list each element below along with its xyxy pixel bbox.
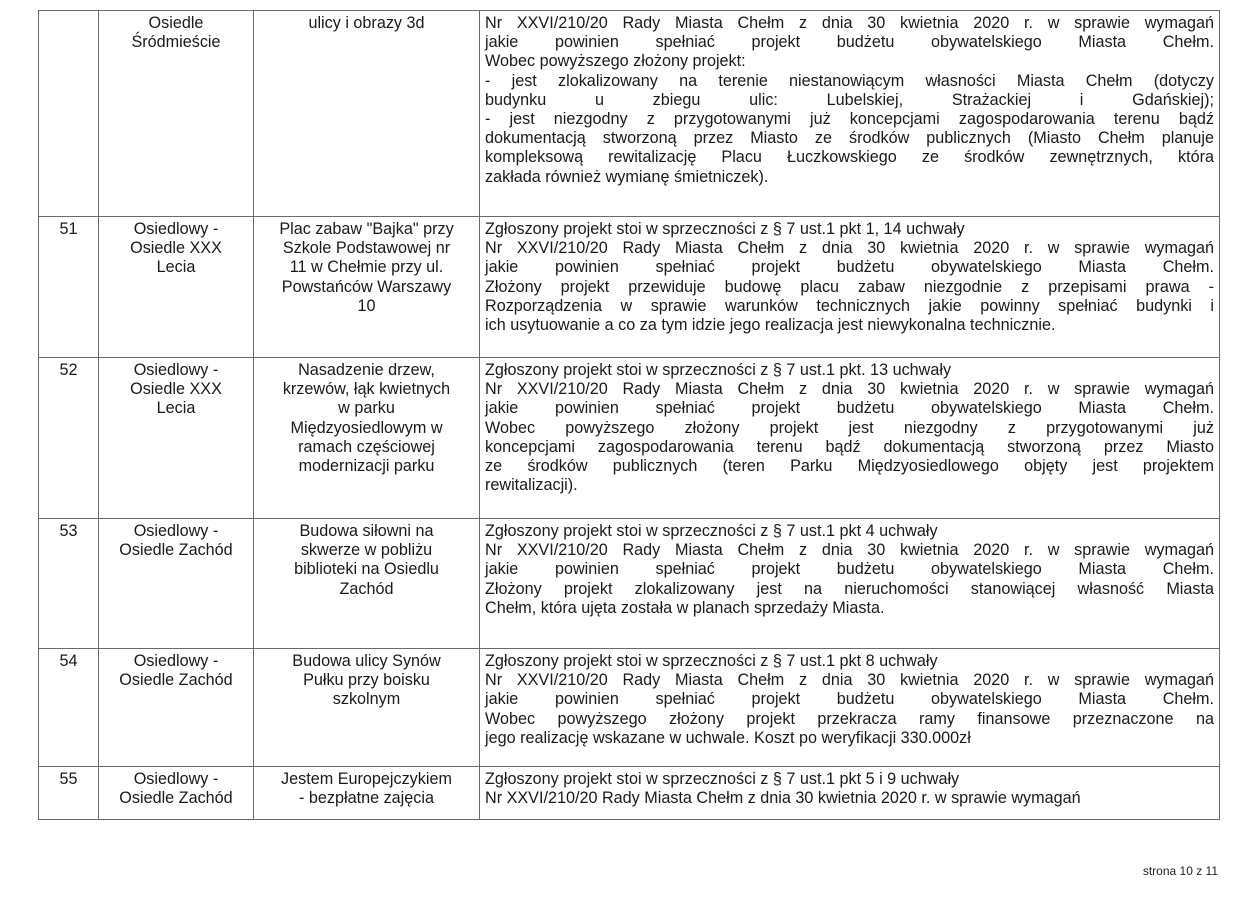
projects-table-body [39,11,1220,820]
cell-category-line: Osiedle Zachód [119,789,233,808]
cell-project-title-line: Jestem Europejczykiem [281,770,452,788]
cell-project-title-line: Zachód [339,579,394,598]
cell-project-title [254,649,480,767]
table-row [39,11,1220,217]
reason-line: jakie powinien spełniać projekt budżetu obywatelskiego Miasta Chełm. [485,258,1214,277]
cell-category [99,649,254,767]
cell-project-title-line: biblioteki na Osiedlu [294,560,439,579]
cell-rejection-reason [480,519,1220,649]
cell-project-title [254,767,480,820]
reason-line: Nr XXVI/210/20 Rady Miasta Chełm z dnia 30 kwietnia 2020 r. w sprawie wymagań [485,239,1214,258]
cell-category [99,358,254,519]
cell-category-line: Lecia [156,399,196,418]
reason-line: Chełm, która ujęta została w planach sprzedaży Miasta. [485,598,885,617]
reason-line: rewitalizacji). [485,476,578,495]
cell-project-title-line: Budowa ulicy Synów [292,652,441,670]
cell-project-title-line: Pułku przy boisku [303,671,430,690]
cell-category-line: Osiedlowy - [133,361,219,379]
reason-line: Zgłoszony projekt stoi w sprzeczności z § 7 ust.1 pkt 8 uchwały [485,652,938,670]
cell-project-title-line: - bezpłatne zajęcia [299,789,434,808]
reason-line: Rozporządzenia w sprawie warunków technicznych jakie powinny spełniać budynki i [485,296,1214,315]
cell-number [39,11,99,217]
page-number: strona 10 z 11 [1142,864,1218,878]
cell-project-title-line: 10 [357,296,376,315]
cell-project-title-line: ulicy i obrazy 3d [308,14,425,32]
cell-number: 55 [39,767,99,820]
reason-line: kompleksową rewitalizację Placu Łuczkowskiego ze środków zewnętrznych, która [485,148,1214,167]
reason-line: Złożony projekt zlokalizowany jest na nieruchomości stanowiącej własność Miasta [485,579,1214,598]
cell-category-line: Śródmieście [131,33,221,52]
reason-line: Zgłoszony projekt stoi w sprzeczności z § 7 ust.1 pkt 5 i 9 uchwały [485,770,960,788]
cell-project-title-line: ramach częściowej [298,437,435,456]
table-row [39,649,1220,767]
reason-line: Nr XXVI/210/20 Rady Miasta Chełm z dnia 30 kwietnia 2020 r. w sprawie wymagań [485,541,1214,560]
cell-project-title [254,358,480,519]
reason-line: - jest niezgodny z przygotowanymi już koncepcjami zagospodarowania terenu bądź [485,110,1214,129]
cell-category [99,767,254,820]
reason-line: jakie powinien spełniać projekt budżetu obywatelskiego Miasta Chełm. [485,560,1214,579]
cell-project-title-line: Powstańców Warszawy [281,277,452,296]
reason-line: Nr XXVI/210/20 Rady Miasta Chełm z dnia 30 kwietnia 2020 r. w sprawie wymagań [485,14,1214,32]
cell-category [99,217,254,358]
cell-rejection-reason [480,649,1220,767]
reason-line: ze środków publicznych (teren Parku Międzyosiedlowego objęty jest projektem [485,457,1214,476]
cell-project-title-line: modernizacji parku [298,457,435,476]
cell-rejection-reason [480,767,1220,820]
reason-line: Nr XXVI/210/20 Rady Miasta Chełm z dnia 30 kwietnia 2020 r. w sprawie wymagań [485,380,1214,399]
reason-line: Zgłoszony projekt stoi w sprzeczności z § 7 ust.1 pkt 4 uchwały [485,522,938,540]
table-row [39,358,1220,519]
cell-project-title-line: skwerze w pobliżu [300,541,433,560]
cell-project-title-line: w parku [338,399,395,418]
reason-line: Zgłoszony projekt stoi w sprzeczności z § 7 ust.1 pkt 1, 14 uchwały [485,220,965,238]
cell-number: 52 [39,358,99,519]
reason-line: Nr XXVI/210/20 Rady Miasta Chełm z dnia 30 kwietnia 2020 r. w sprawie wymagań [485,789,1081,808]
reason-line: Zgłoszony projekt stoi w sprzeczności z § 7 ust.1 pkt. 13 uchwały [485,361,952,379]
reason-line: koncepcjami zagospodarowania terenu bądź dokumentacją stworzoną przez Miasto [485,437,1214,456]
cell-category [99,519,254,649]
cell-number: 53 [39,519,99,649]
cell-category-line: Osiedlowy - [133,522,219,540]
cell-category-line: Osiedlowy - [133,770,219,788]
cell-project-title [254,217,480,358]
cell-rejection-reason [480,217,1220,358]
table-row [39,767,1220,820]
reason-line: Wobec powyższego złożony projekt jest niezgodny z przygotowanymi już [485,418,1214,437]
reason-line: zakłada również wymianę śmietniczek). [485,167,769,186]
cell-project-title-line: Plac zabaw "Bajka" przy [279,220,454,238]
table-row [39,519,1220,649]
cell-project-title-line: Nasadzenie drzew, [298,361,435,379]
cell-project-title-line: szkolnym [332,690,401,709]
reason-line: jakie powinien spełniać projekt budżetu obywatelskiego Miasta Chełm. [485,690,1214,709]
cell-project-title-line: krzewów, łąk kwietnych [282,380,451,399]
reason-line: Złożony projekt przewiduje budowę placu zabaw niezgodnie z przepisami prawa - [485,277,1214,296]
cell-category-line: Osiedlowy - [133,652,219,670]
cell-category [99,11,254,217]
reason-line: dokumentacją stworzoną przez Miasto ze środków publicznych (Miasto Chełm planuje [485,129,1214,148]
cell-project-title-line: Budowa siłowni na [299,522,434,540]
projects-table [38,10,1220,820]
reason-line: - jest zlokalizowany na terenie niestanowiącym własności Miasta Chełm (dotyczy [485,71,1214,90]
cell-category-line: Osiedlowy - [133,220,219,238]
cell-project-title-line: Szkole Podstawowej nr [282,239,451,258]
reason-line: Wobec powyższego złożony projekt: [485,52,746,71]
cell-category-line: Osiedle Zachód [119,671,233,690]
cell-project-title [254,11,480,217]
cell-category-line: Lecia [156,258,196,277]
cell-category-line: Osiedle XXX [130,380,222,399]
reason-line: jakie powinien spełniać projekt budżetu obywatelskiego Miasta Chełm. [485,33,1214,52]
cell-category-line: Osiedle Zachód [119,541,233,560]
cell-number: 51 [39,217,99,358]
reason-line: jakie powinien spełniać projekt budżetu obywatelskiego Miasta Chełm. [485,399,1214,418]
cell-project-title-line: Międzyosiedlowym w [290,418,443,437]
reason-line: Wobec powyższego złożony projekt przekracza ramy finansowe przeznaczone na [485,709,1214,728]
cell-project-title [254,519,480,649]
reason-line: ich usytuowanie a co za tym idzie jego realizacja jest niewykonalna technicznie. [485,316,1056,335]
reason-line: Nr XXVI/210/20 Rady Miasta Chełm z dnia 30 kwietnia 2020 r. w sprawie wymagań [485,671,1214,690]
reason-line: budynku u zbiegu ulic: Lubelskiej, Strażackiej i Gdańskiej); [485,90,1214,109]
cell-rejection-reason [480,358,1220,519]
cell-category-line: Osiedle [148,14,204,32]
cell-project-title-line: 11 w Chełmie przy ul. [289,258,444,277]
cell-category-line: Osiedle XXX [130,239,222,258]
cell-number: 54 [39,649,99,767]
cell-rejection-reason [480,11,1220,217]
reason-line: jego realizację wskazane w uchwale. Koszt po weryfikacji 330.000zł [485,728,971,747]
table-row [39,217,1220,358]
